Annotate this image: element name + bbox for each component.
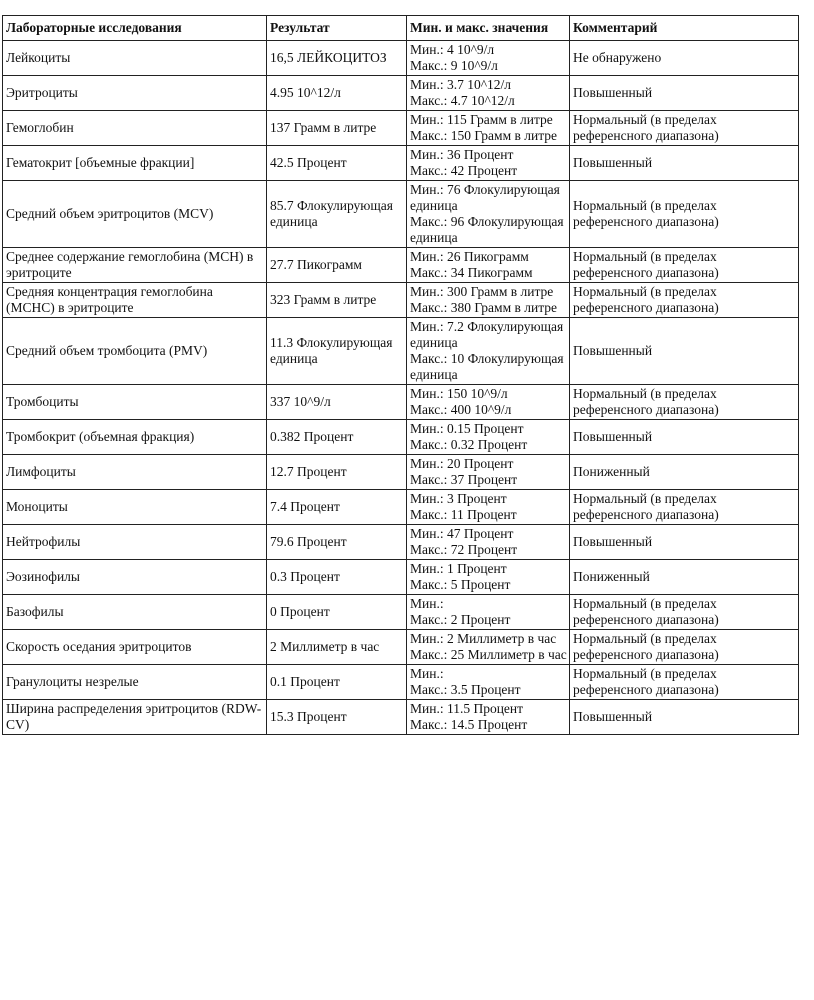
table-body	[3, 41, 799, 735]
range-min: Мин.: 300 Грамм в литре	[410, 284, 554, 299]
cell-comment: Нормальный (в пределах референсного диапазона)	[570, 181, 799, 248]
lab-results-document	[2, 15, 798, 735]
cell-range	[407, 318, 570, 385]
cell-test-name: Тромбоциты	[3, 385, 267, 420]
cell-result: 137 Грамм в литре	[267, 111, 407, 146]
cell-comment: Нормальный (в пределах референсного диапазона)	[570, 385, 799, 420]
range-max: Макс.: 150 Грамм в литре	[410, 128, 558, 143]
cell-test-name: Эозинофилы	[3, 560, 267, 595]
range-max: Макс.: 9 10^9/л	[410, 58, 498, 73]
range-max: Макс.: 5 Процент	[410, 577, 511, 592]
cell-result: 2 Миллиметр в час	[267, 630, 407, 665]
table-row	[3, 630, 799, 665]
cell-result: 85.7 Флокулирующая единица	[267, 181, 407, 248]
cell-result: 337 10^9/л	[267, 385, 407, 420]
cell-range	[407, 455, 570, 490]
range-max: Макс.: 72 Процент	[410, 542, 518, 557]
range-min: Мин.: 47 Процент	[410, 526, 514, 541]
table-row	[3, 700, 799, 735]
cell-comment: Нормальный (в пределах референсного диапазона)	[570, 665, 799, 700]
table-row	[3, 76, 799, 111]
cell-comment: Нормальный (в пределах референсного диапазона)	[570, 283, 799, 318]
range-max: Макс.: 11 Процент	[410, 507, 517, 522]
range-min: Мин.: 4 10^9/л	[410, 42, 495, 57]
cell-result: 7.4 Процент	[267, 490, 407, 525]
cell-test-name: Лейкоциты	[3, 41, 267, 76]
cell-comment: Пониженный	[570, 560, 799, 595]
table-row	[3, 420, 799, 455]
cell-range	[407, 146, 570, 181]
cell-test-name: Средняя концентрация гемоглобина (MCHC) в эритроците	[3, 283, 267, 318]
range-min: Мин.: 150 10^9/л	[410, 386, 508, 401]
cell-test-name: Нейтрофилы	[3, 525, 267, 560]
cell-comment: Пониженный	[570, 455, 799, 490]
range-max: Макс.: 37 Процент	[410, 472, 518, 487]
cell-range	[407, 595, 570, 630]
range-max: Макс.: 25 Миллиметр в час	[410, 647, 567, 662]
range-max: Макс.: 400 10^9/л	[410, 402, 512, 417]
cell-result: 0.382 Процент	[267, 420, 407, 455]
cell-test-name: Ширина распределения эритроцитов (RDW-CV)	[3, 700, 267, 735]
cell-result: 16,5 ЛЕЙКОЦИТОЗ	[267, 41, 407, 76]
range-min: Мин.:	[410, 596, 444, 611]
range-min: Мин.: 7.2 Флокулирующая единица	[410, 319, 564, 350]
table-row	[3, 560, 799, 595]
cell-result: 0.3 Процент	[267, 560, 407, 595]
table-row	[3, 665, 799, 700]
cell-range	[407, 111, 570, 146]
cell-comment: Повышенный	[570, 318, 799, 385]
cell-range	[407, 283, 570, 318]
cell-comment: Повышенный	[570, 146, 799, 181]
cell-result: 11.3 Флокулирующая единица	[267, 318, 407, 385]
table-row	[3, 490, 799, 525]
cell-range	[407, 181, 570, 248]
range-min: Мин.: 115 Грамм в литре	[410, 112, 553, 127]
cell-test-name: Скорость оседания эритроцитов	[3, 630, 267, 665]
cell-result: 0.1 Процент	[267, 665, 407, 700]
cell-range	[407, 525, 570, 560]
cell-range	[407, 248, 570, 283]
header-comment: Комментарий	[570, 16, 799, 41]
table-header	[3, 16, 799, 41]
range-max: Макс.: 0.32 Процент	[410, 437, 528, 452]
header-row	[3, 16, 799, 41]
cell-comment: Нормальный (в пределах референсного диапазона)	[570, 490, 799, 525]
cell-test-name: Средний объем тромбоцита (PMV)	[3, 318, 267, 385]
range-max: Макс.: 380 Грамм в литре	[410, 300, 558, 315]
cell-test-name: Средний объем эритроцитов (MCV)	[3, 181, 267, 248]
cell-range	[407, 630, 570, 665]
range-min: Мин.: 0.15 Процент	[410, 421, 524, 436]
cell-result: 12.7 Процент	[267, 455, 407, 490]
cell-result: 42.5 Процент	[267, 146, 407, 181]
range-min: Мин.: 76 Флокулирующая единица	[410, 182, 560, 213]
range-max: Макс.: 42 Процент	[410, 163, 518, 178]
cell-test-name: Тромбокрит (объемная фракция)	[3, 420, 267, 455]
range-min: Мин.:	[410, 666, 444, 681]
cell-comment: Повышенный	[570, 420, 799, 455]
range-min: Мин.: 3.7 10^12/л	[410, 77, 512, 92]
cell-range	[407, 41, 570, 76]
cell-test-name: Лимфоциты	[3, 455, 267, 490]
cell-range	[407, 420, 570, 455]
table-row	[3, 318, 799, 385]
lab-results-table	[2, 15, 799, 735]
cell-test-name: Гемоглобин	[3, 111, 267, 146]
range-max: Макс.: 10 Флокулирующая единица	[410, 351, 564, 382]
cell-comment: Повышенный	[570, 525, 799, 560]
cell-range	[407, 490, 570, 525]
range-min: Мин.: 20 Процент	[410, 456, 514, 471]
cell-result: 79.6 Процент	[267, 525, 407, 560]
table-row	[3, 111, 799, 146]
table-row	[3, 248, 799, 283]
cell-comment: Нормальный (в пределах референсного диапазона)	[570, 248, 799, 283]
range-max: Макс.: 3.5 Процент	[410, 682, 521, 697]
cell-result: 4.95 10^12/л	[267, 76, 407, 111]
table-row	[3, 595, 799, 630]
cell-range	[407, 560, 570, 595]
range-min: Мин.: 1 Процент	[410, 561, 507, 576]
header-result: Результат	[267, 16, 407, 41]
cell-test-name: Моноциты	[3, 490, 267, 525]
cell-test-name: Гематокрит [объемные фракции]	[3, 146, 267, 181]
cell-result: 0 Процент	[267, 595, 407, 630]
cell-range	[407, 665, 570, 700]
cell-range	[407, 385, 570, 420]
table-row	[3, 283, 799, 318]
table-row	[3, 455, 799, 490]
cell-comment: Повышенный	[570, 700, 799, 735]
range-min: Мин.: 26 Пикограмм	[410, 249, 529, 264]
cell-comment: Нормальный (в пределах референсного диапазона)	[570, 595, 799, 630]
cell-result: 27.7 Пикограмм	[267, 248, 407, 283]
cell-result: 323 Грамм в литре	[267, 283, 407, 318]
table-row	[3, 146, 799, 181]
cell-range	[407, 700, 570, 735]
range-min: Мин.: 36 Процент	[410, 147, 514, 162]
range-max: Макс.: 4.7 10^12/л	[410, 93, 515, 108]
cell-test-name: Гранулоциты незрелые	[3, 665, 267, 700]
range-min: Мин.: 11.5 Процент	[410, 701, 524, 716]
cell-range	[407, 76, 570, 111]
cell-comment: Повышенный	[570, 76, 799, 111]
header-test: Лабораторные исследования	[3, 16, 267, 41]
cell-comment: Нормальный (в пределах референсного диапазона)	[570, 111, 799, 146]
range-min: Мин.: 2 Миллиметр в час	[410, 631, 557, 646]
range-max: Макс.: 96 Флокулирующая единица	[410, 214, 564, 245]
table-row	[3, 181, 799, 248]
cell-result: 15.3 Процент	[267, 700, 407, 735]
table-row	[3, 41, 799, 76]
table-row	[3, 385, 799, 420]
range-max: Макс.: 2 Процент	[410, 612, 511, 627]
range-max: Макс.: 34 Пикограмм	[410, 265, 533, 280]
header-range: Мин. и макс. значения	[407, 16, 570, 41]
cell-test-name: Эритроциты	[3, 76, 267, 111]
range-max: Макс.: 14.5 Процент	[410, 717, 528, 732]
range-min: Мин.: 3 Процент	[410, 491, 507, 506]
cell-test-name: Среднее содержание гемоглобина (MCH) в эритроците	[3, 248, 267, 283]
cell-test-name: Базофилы	[3, 595, 267, 630]
cell-comment: Не обнаружено	[570, 41, 799, 76]
table-row	[3, 525, 799, 560]
cell-comment: Нормальный (в пределах референсного диапазона)	[570, 630, 799, 665]
